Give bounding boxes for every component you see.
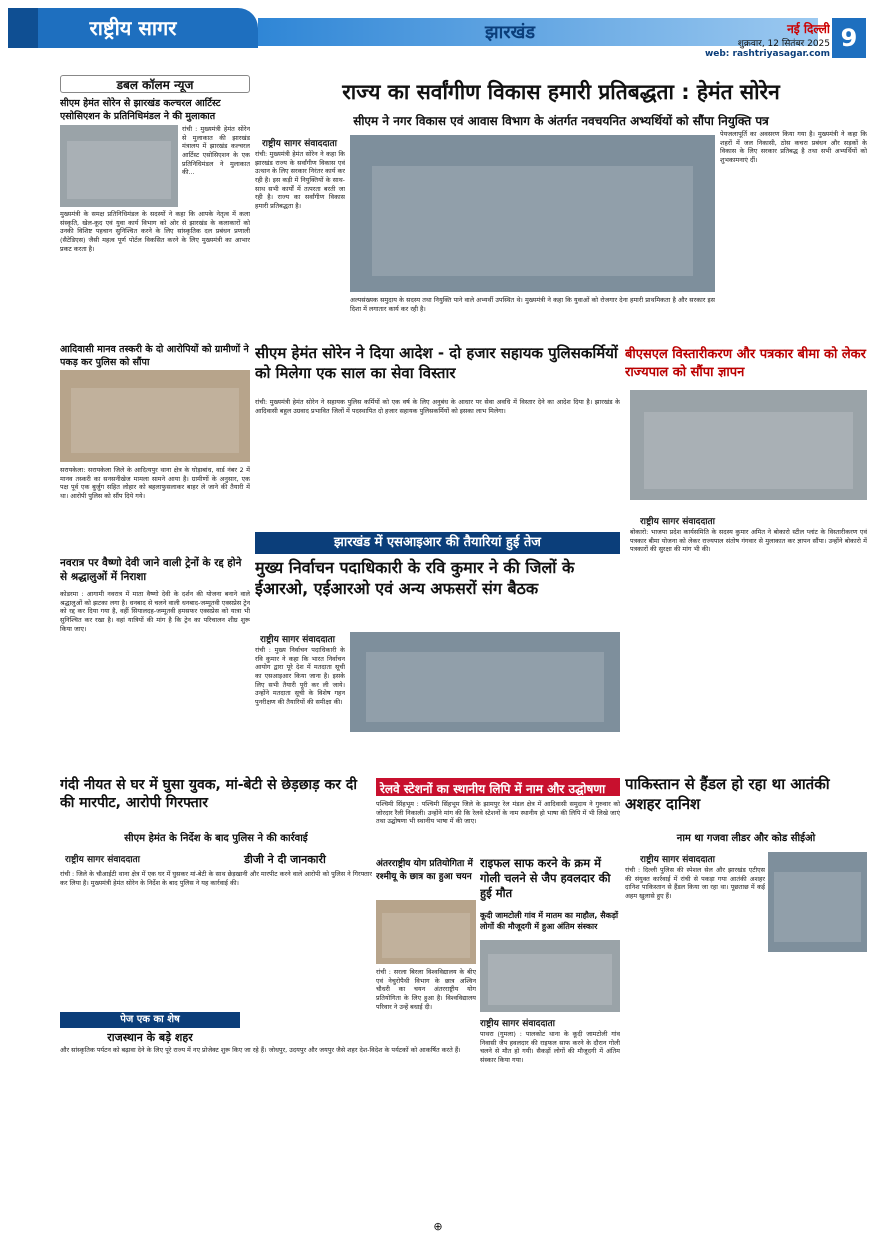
story11-subhead: कूदी जामटोली गांव में मातम का माहौल, सैकड़ों लोगों की मौजूदगी में हुआ अंतिम संस्कार <box>480 911 619 931</box>
story13-headline: पेज एक का शेष <box>60 1012 240 1028</box>
story6-headline: बीएसएल विस्तारीकरण और पत्रकार बीमा को लेकर राज्यपाल को सौंपा ज्ञापन <box>625 347 866 380</box>
story1-headline: सीएम हेमंत सोरेन से झारखंड कल्चरल आर्टिस्ट एसोसिएशन के प्रतिनिधिमंडल ने की मुलाकात <box>60 98 221 122</box>
story13-subhead: राजस्थान के बड़े शहर <box>107 1031 193 1044</box>
story4-body1: रांची: मुख्यमंत्री हेमंत सोरेन ने कहा कि झारखंड राज्य के सर्वांगीण विकास एवं उत्थान के लिए सरकार निरंतर कार्य कर रही है। इस कड़ी में नियुक्तियों के साथ-साथ सभी कार्यों में तत्परता बरती जा रही है। राज्य का सर्वांगीण विकास हमारी प्रतिबद्धता है। <box>255 150 345 210</box>
compass-icon: ⊕ <box>433 1220 443 1232</box>
story13-body: और सांस्कृतिक पर्यटन को बढ़ावा देने के लिए पूरे राज्य में नए प्रोजेक्ट शुरू किए जा रहे हैं। जोधपुर, उदयपुर और जयपुर जैसे शहर देश-विदेश के पर्यटकों को आकर्षित करते हैं। <box>60 1046 461 1054</box>
story1-photo <box>60 125 178 207</box>
story9-body: पश्चिमी सिंहभूम : पश्चिमी सिंहभूम जिले के झामपुर रेल मंडल क्षेत्र में आदिवासी समुदाय ने गुरुवार को जोरदार रैली निकाली। उन्होंने मांग की कि रेलवे स्टेशनों के नाम स्थानीय हो भाषा की लिपि में भी लिखे जाएं तथा उद्घोषणा भी स्थानीय भाषा में की जाए। <box>376 800 620 826</box>
double-column-label: डबल कॉलम न्यूज <box>60 75 250 93</box>
story4-body3: पेयजलापूर्ति का अवसरण किया गया है। मुख्यमंत्री ने कहा कि शहरों में जल निकासी, ठोस कचरा प्रबंधन और सड़कों के विकास के लिए सरकार प्रतिबद्ध है तथा सभी अभ्यर्थियों को शुभकामनाएं दीं। <box>720 130 867 164</box>
story12-photo <box>768 852 867 952</box>
story1-dateline: रांची : मुख्यमंत्री हेमंत सोरेन से मुलाकात की झारखंड मंत्रालय में झारखंड कल्चरल आर्टिस्ट एसोसिएशन के एक प्रतिनिधिमंडल ने मुलाकात की... <box>182 125 250 177</box>
story4-body2: अल्पसंख्यक समुदाय के सदस्य तथा नियुक्ति पाने वाले अभ्यर्थी उपस्थित थे। मुख्यमंत्री ने कहा कि युवाओं को रोजगार देना हमारी प्राथमिकता है और सरकार इस दिशा में लगातार कार्य कर रही है। <box>350 296 715 313</box>
story4-photo <box>350 135 715 292</box>
story5-headline: सीएम हेमंत सोरेन ने दिया आदेश - दो हजार सहायक पुलिसकर्मियों को मिलेगा एक साल का सेवा विस्तार <box>255 344 618 382</box>
story9-banner: रेलवे स्टेशनों का स्थानीय लिपि में नाम और उद्घोषणा <box>376 778 620 796</box>
story10-headline: अंतरराष्ट्रीय योग प्रतियोगिता में रश्मीयू के छात्र का हुआ चयन <box>376 859 473 882</box>
story7-headline: मुख्य निर्वाचन पदाधिकारी के रवि कुमार ने की जिलों के ईआरओ, एईआरओ एवं अन्य अफसरों संग बैठक <box>255 558 575 598</box>
paper-name: राष्ट्रीय सागर <box>8 8 258 48</box>
story7-photo <box>350 632 620 732</box>
story11-byline: राष्ट्रीय सागर संवाददाता <box>480 1019 556 1028</box>
website: web: rashtriyasagar.com <box>704 49 830 59</box>
story12-body: रांची : दिल्ली पुलिस की स्पेशल सेल और झारखंड एटीएस की संयुक्त कार्रवाई में रांची से पकड़ा गया आतंकी अशहर दानिश पाकिस्तान से हैंडल किया जा रहा था। पूछताछ में कई अहम खुलासे हुए हैं। <box>625 866 765 900</box>
sir-banner: झारखंड में एसआइआर की तैयारियां हुई तेज <box>255 532 620 554</box>
story7-body: रांची : मुख्य निर्वाचन पदाधिकारी के रवि कुमार ने कहा कि भारत निर्वाचन आयोग द्वारा पूरे देश में मतदाता सूची का एसआइआर किया जाना है। इसके लिए सभी तैयारी पूरी कर ली जाये। उन्होंने मतदाता सूची के विशेष गहन पुनरीक्षण की तैयारियों की समीक्षा की। <box>255 646 345 706</box>
story10-body: रांची : सरला बिरला विश्वविद्यालय के बीए एवं नेचुरोपैथी विभाग के छात्र अश्विन चौधरी का चयन अंतरराष्ट्रीय योग प्रतियोगिता के लिए हुआ है। विश्वविद्यालय परिवार ने उन्हें बधाई दी। <box>376 968 476 1011</box>
story11-headline: राइफल साफ करने के क्रम में गोली चलने से जैप हवलदार की हुई मौत <box>480 856 611 900</box>
story6-body: बोकारो: भाजपा प्रदेश कार्यसमिति के सदस्य कुमार अमित ने बोकारो स्टील प्लांट के विस्तारीकरण एवं पत्रकार बीमा योजना को लेकर राज्यपाल संतोष गंगवार से मुलाकात कर ज्ञापन सौंपा। उन्होंने बोकारो में पत्रकारों की सुरक्षा की मांग भी की। <box>630 528 867 554</box>
story2-body: सरायकेला: सरायकेला जिले के आदित्यपुर थाना क्षेत्र के घोड़ाबांध, वार्ड नंबर 2 में मानव तस्करी का सनसनीखेज मामला सामने आया है। ग्रामीणों के अनुसार, एक पक्ष पूर्व एक बुर्जुग सहित लोहार को बहलाफुसलाकर बाहर ले जाने की तैयारी में था। आरोपी पुलिस को सौंप दिये गये। <box>60 466 250 500</box>
story6-photo <box>630 390 867 500</box>
story3-headline: नवरात्र पर वैष्णो देवी जाने वाली ट्रेनों के रद्द होने से श्रद्धालुओं में निराशा <box>60 557 242 583</box>
story8-sidebar-head: डीजी ने दी जानकारी <box>244 853 326 864</box>
city: नई दिल्ली <box>787 22 830 36</box>
story8-headline: गंदी नीयत से घर में घुसा युवक, मां-बेटी से छेड़छाड़ कर दी की मारपीट, आरोपी गिरफ्तार <box>60 777 357 812</box>
story10-photo <box>376 900 476 964</box>
story8-subhead: सीएम हेमंत के निर्देश के बाद पुलिस ने की कार्रवाई <box>124 833 308 844</box>
story4-byline: राष्ट्रीय सागर संवाददाता <box>262 139 338 148</box>
story4-headline: राज्य का सर्वांगीण विकास हमारी प्रतिबद्धता : हेमंत सोरेन <box>342 80 780 104</box>
story2-headline: आदिवासी मानव तस्करी के दो आरोपियों को ग्रामीणों ने पकड़ कर पुलिस को सौंपा <box>60 344 249 368</box>
page-number: 9 <box>832 18 866 58</box>
story7-byline: राष्ट्रीय सागर संवाददाता <box>260 635 336 644</box>
story8-body: रांची : जिले के चौआईटी थाना क्षेत्र में एक घर में घुसकर मां-बेटी के साथ छेड़खानी और मारपीट करने वाले आरोपी को पुलिस ने गिरफ्तार कर लिया है। मुख्यमंत्री हेमंत सोरेन के निर्देश के बाद पुलिस ने यह कार्रवाई की। <box>60 870 372 887</box>
story12-byline: राष्ट्रीय सागर संवाददाता <box>640 855 716 864</box>
date: शुक्रवार, 12 सितंबर 2025 <box>737 39 830 49</box>
story2-photo <box>60 370 250 462</box>
story11-photo <box>480 940 620 1012</box>
story11-body: पाथरा (गुमला) : पालकोट थाना के कूदी जामटोली गांव निवासी जैप हवलदार की राइफल साफ करने के दौरान गोली चलने से मौत हो गयी। सैकड़ों लोगों की मौजूदगी में अंतिम संस्कार किया गया। <box>480 1030 620 1064</box>
story4-subhead: सीएम ने नगर विकास एवं आवास विभाग के अंतर्गत नवचयनित अभ्यर्थियों को सौंपा नियुक्ति पत्र <box>353 114 769 128</box>
footer <box>0 1220 877 1232</box>
section-title: झारखंड <box>485 22 535 43</box>
story5-body: रांची: मुख्यमंत्री हेमंत सोरेन ने सहायक पुलिस कर्मियों को एक वर्ष के लिए अनुबंध के आधार पर सेवा अवधि में विस्तार देने का आदेश दिया है। झारखंड के आदिवासी बहुल उग्रवाद प्रभावित जिलों में पदस्थापित दो हजार सहायक पुलिसकर्मियों को इसका लाभ मिलेगा। <box>255 398 620 415</box>
story12-headline: पाकिस्तान से हैंडल हो रहा था आतंकी अशहर दानिश <box>625 775 830 813</box>
story8-byline: राष्ट्रीय सागर संवाददाता <box>65 855 141 864</box>
story1-body: मुख्यमंत्री के समक्ष प्रतिनिधिमंडल के सदस्यों ने कहा कि आपके नेतृत्व में कला संस्कृति, खेल-कूद एवं युवा कार्य विभाग को ओर से झारखंड के कलाकारों को उनकी विशिष्ट पहचान सुनिश्चित करने के लिए सांस्कृतिक दल प्रबंधन प्रणाली (सैटेडिएस) जैसी महत्व पूर्ण पोर्टल विकसित करने के लिए मुख्यमंत्री का आभार प्रकट करता है। <box>60 210 250 253</box>
story3-body: कोडरमा : आगामी नवरात्र में माता वैष्णो देवी के दर्शन की योजना बनाने वाले श्रद्धालुओं को झटका लगा है। धनबाद से चलने वाली धनबाद-जम्मूतवी एक्सप्रेस ट्रेन को रद्द कर दिया गया है, वहीं सियालदह-जम्मूतवी हमसफर एक्सप्रेस को यात्रा भी सुनिश्चित कर रखा है। वहां यात्रियों की मांग है कि ट्रेन का परिचालन शीघ्र शुरू किया जाए। <box>60 590 250 633</box>
story12-subhead: नाम था गजवा लीडर और कोड सीईओ <box>676 833 816 844</box>
story6-byline: राष्ट्रीय सागर संवाददाता <box>640 517 716 526</box>
